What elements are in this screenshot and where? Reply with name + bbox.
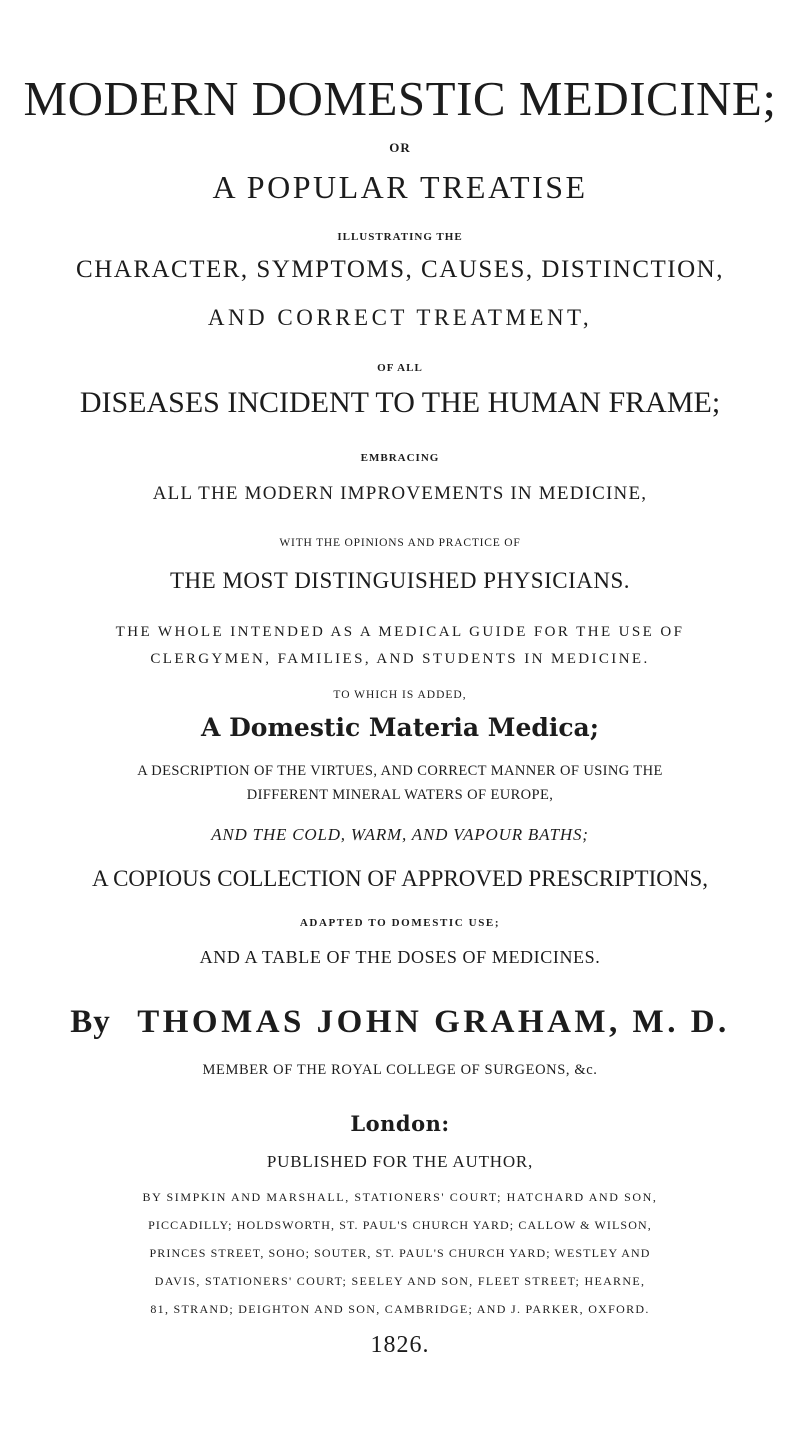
imprint-line-3: PRINCES STREET, SOHO; SOUTER, ST. PAUL'S CHURCH YARD; WESTLEY AND [149,1246,651,1260]
imprint-line-1: BY SIMPKIN AND MARSHALL, STATIONERS' COURT; HATCHARD AND SON, [142,1190,658,1204]
subtitle: A POPULAR TREATISE [212,169,588,205]
book-title: MODERN DOMESTIC MEDICINE; [23,71,777,126]
published-for-line: PUBLISHED FOR THE AUTHOR, [266,1152,534,1171]
embracing-line: EMBRACING [360,452,440,464]
diseases-line: DISEASES INCIDENT TO THE HUMAN FRAME; [79,386,721,419]
imprint-line-2: PICCADILLY; HOLDSWORTH, ST. PAUL'S CHURCH YARD; CALLOW & WILSON, [148,1218,652,1232]
baths-line: AND THE COLD, WARM, AND VAPOUR BATHS; [211,825,589,844]
illustrating-line: ILLUSTRATING THE [337,231,463,243]
mineral-waters-line: DIFFERENT MINERAL WATERS OF EUROPE, [246,787,554,803]
whole-intended-line: THE WHOLE INTENDED AS A MEDICAL GUIDE FOR THE USE OF [115,624,685,640]
doses-table-line: AND A TABLE OF THE DOSES OF MEDICINES. [199,947,601,967]
description-line: A DESCRIPTION OF THE VIRTUES, AND CORRECT MANNER OF USING THE [137,763,663,779]
clergymen-line: CLERGYMEN, FAMILIES, AND STUDENTS IN MEDICINE. [150,651,650,667]
author-membership: MEMBER OF THE ROYAL COLLEGE OF SURGEONS, &c. [202,1062,598,1078]
author-name: THOMAS JOHN GRAHAM, M. D. [137,1004,730,1040]
or-connector: OR [389,140,411,155]
physicians-line: THE MOST DISTINGUISHED PHYSICIANS. [170,568,630,593]
imprint-line-4: DAVIS, STATIONERS' COURT; SEELEY AND SON, FLEET STREET; HEARNE, [154,1274,646,1288]
added-line: TO WHICH IS ADDED, [333,689,467,701]
of-all-line: OF ALL [377,362,423,374]
adapted-line: ADAPTED TO DOMESTIC USE; [299,917,501,929]
place-of-publication: London: [350,1111,450,1136]
materia-medica-line: A Domestic Materia Medica; [201,713,599,742]
treatment-line: AND CORRECT TREATMENT, [207,305,593,330]
publication-year: 1826. [370,1332,430,1358]
imprint-line-5: 81, STRAND; DEIGHTON AND SON, CAMBRIDGE; AND J. PARKER, OXFORD. [150,1302,650,1316]
author-line [0,1006,800,1039]
improvements-line: ALL THE MODERN IMPROVEMENTS IN MEDICINE, [152,483,648,504]
opinions-line: WITH THE OPINIONS AND PRACTICE OF [279,537,521,549]
author-by: By [70,1004,111,1040]
copious-collection-line: A COPIOUS COLLECTION OF APPROVED PRESCRIPTIONS, [92,866,708,891]
character-line: CHARACTER, SYMPTOMS, CAUSES, DISTINCTION, [76,256,724,283]
